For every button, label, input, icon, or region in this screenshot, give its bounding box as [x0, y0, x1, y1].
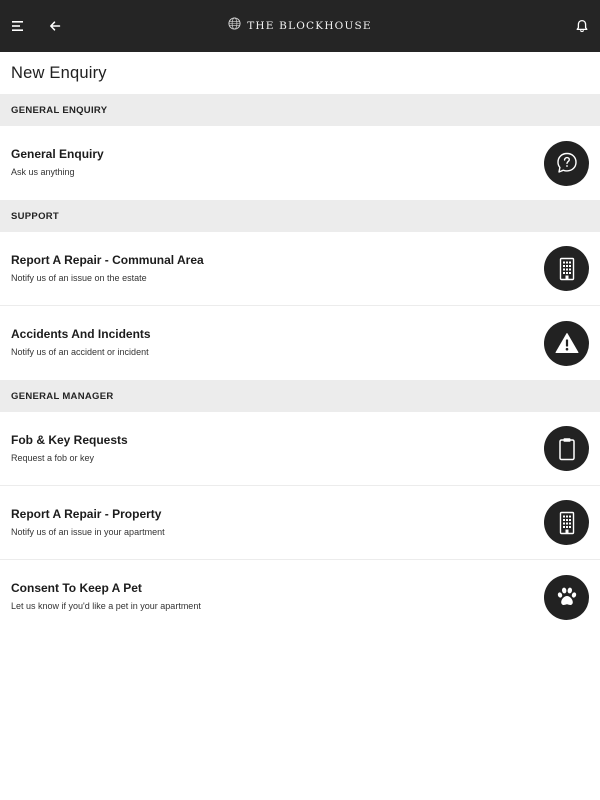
globe-logo-icon: [228, 17, 241, 35]
clipboard-icon: [544, 426, 589, 471]
section-header-support: SUPPORT: [0, 200, 600, 232]
list-item-report-repair-communal[interactable]: [0, 232, 600, 306]
item-subtitle: Notify us of an issue on the estate: [11, 272, 147, 283]
section-header-general-manager: GENERAL MANAGER: [0, 380, 600, 412]
warning-icon: [544, 321, 589, 366]
item-title: Report A Repair - Property: [11, 506, 162, 521]
page-title: New Enquiry: [11, 63, 107, 82]
paw-icon: [544, 575, 589, 620]
list-item-report-repair-property[interactable]: [0, 486, 600, 560]
page-title-bar: [0, 52, 600, 94]
item-subtitle: Ask us anything: [11, 167, 75, 177]
item-title: Accidents And Incidents: [11, 327, 151, 341]
list-item-accidents-incidents[interactable]: [0, 306, 600, 380]
question-bubble-icon: [544, 141, 589, 186]
item-subtitle: Request a fob or key: [11, 452, 95, 463]
bell-icon[interactable]: [564, 0, 600, 52]
building-icon: [544, 500, 589, 545]
hamburger-menu-icon[interactable]: [0, 0, 36, 52]
brand-name: THE BLOCKHOUSE: [247, 20, 372, 32]
section-header-general-enquiry: GENERAL ENQUIRY: [0, 94, 600, 126]
building-icon: [544, 246, 589, 291]
item-subtitle: Notify us of an accident or incident: [11, 347, 149, 357]
item-subtitle: Notify us of an issue in your apartment: [11, 526, 165, 537]
list-item-fob-key-requests[interactable]: [0, 412, 600, 486]
top-app-bar: [0, 0, 600, 52]
arrow-left-icon[interactable]: [37, 0, 73, 52]
item-title: Fob & Key Requests: [11, 432, 128, 447]
item-subtitle: Let us know if you'd like a pet in your apartment: [11, 601, 201, 611]
item-title: General Enquiry: [11, 147, 104, 161]
item-title: Consent To Keep A Pet: [11, 581, 142, 595]
item-title: Report A Repair - Communal Area: [11, 252, 204, 267]
list-item-consent-pet[interactable]: [0, 560, 600, 634]
brand-logo: [0, 0, 600, 52]
list-item-general-enquiry[interactable]: [0, 126, 600, 200]
